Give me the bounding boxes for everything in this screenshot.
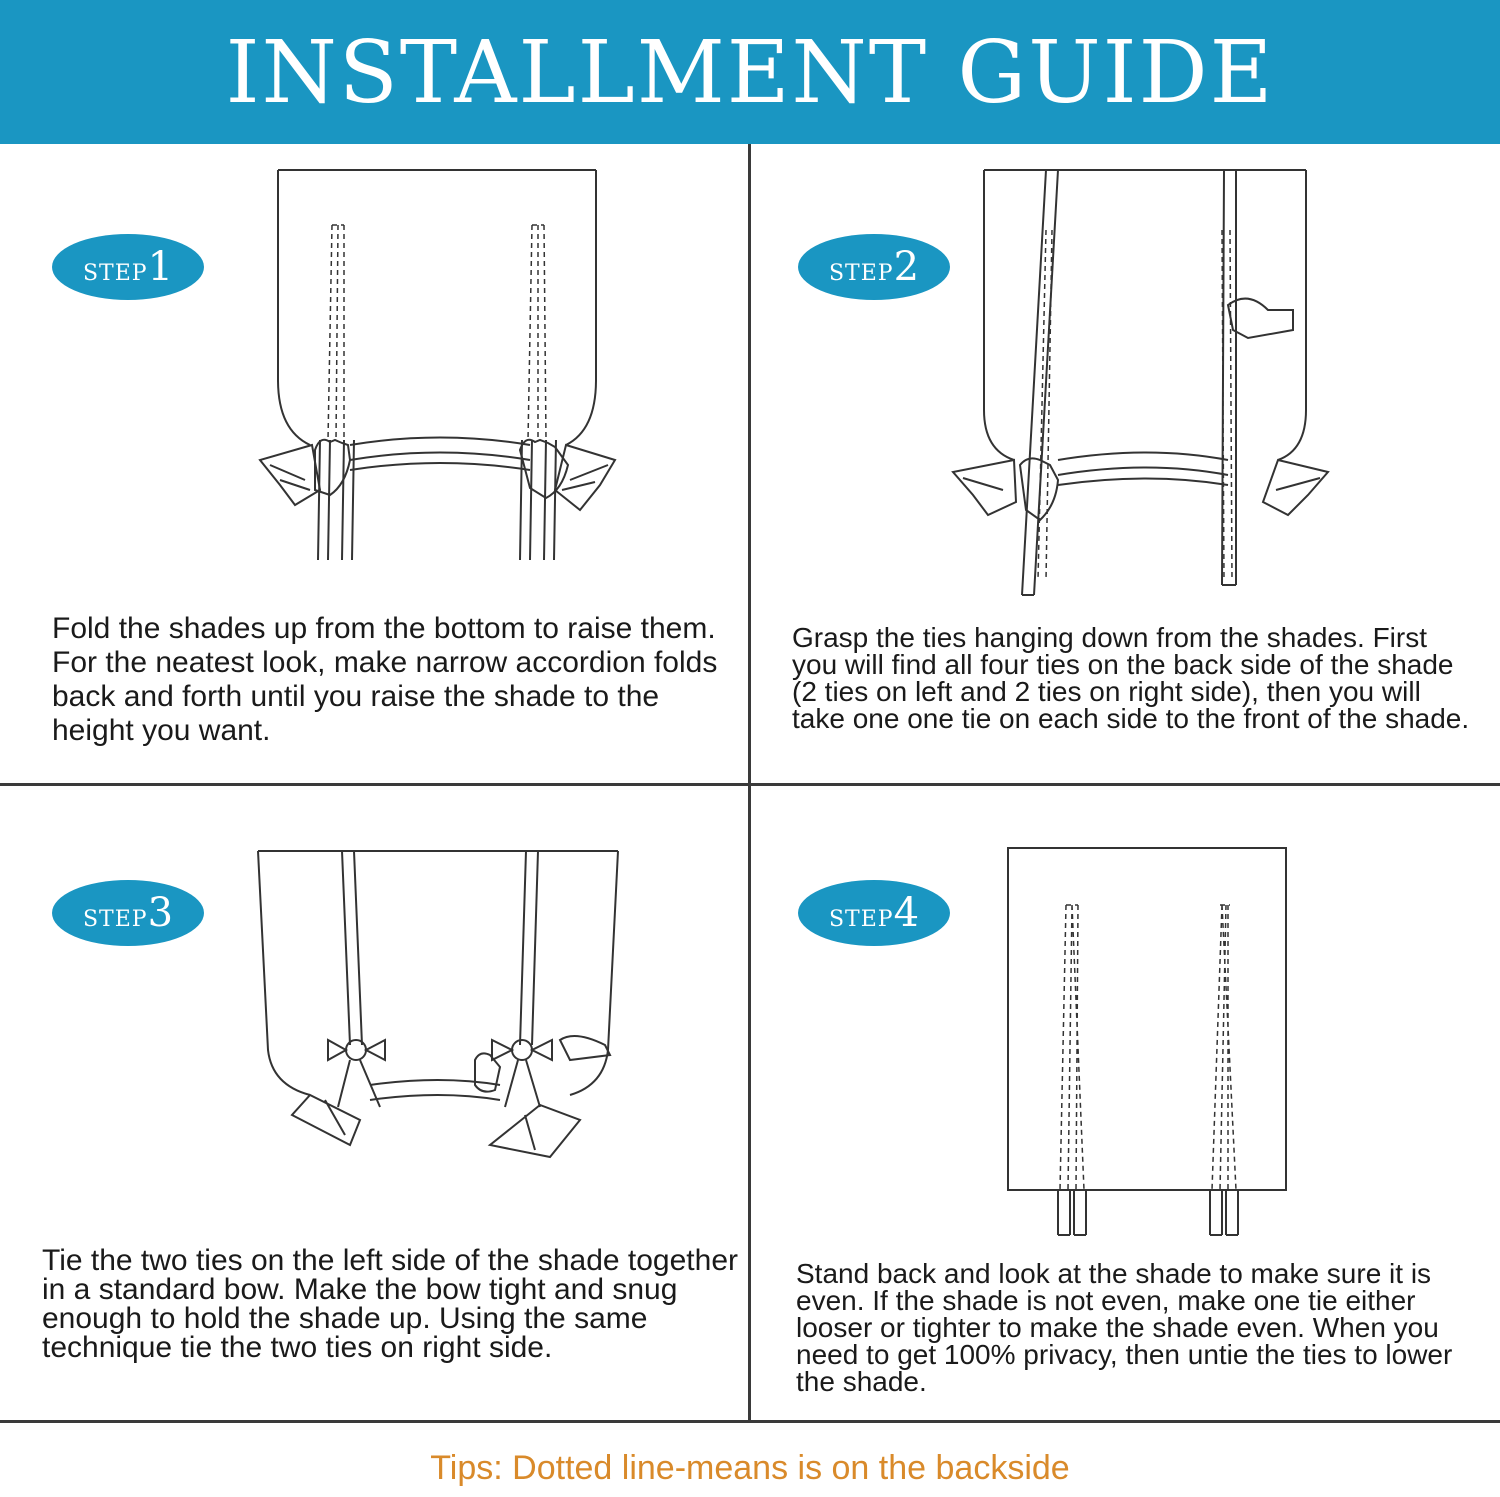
- step-2-badge: [798, 234, 950, 300]
- step-3-badge: [52, 880, 204, 946]
- step-2-word: STEP: [828, 261, 894, 286]
- step-3-illustration: [250, 845, 620, 1165]
- step-3-word: STEP: [82, 907, 148, 932]
- step-1-word: STEP: [82, 261, 148, 286]
- divider-horizontal-middle: [0, 783, 1500, 786]
- step-4-number: 4: [893, 890, 920, 936]
- page-title: INSTALLMENT GUIDE: [225, 23, 1275, 123]
- step-1-badge: [52, 234, 204, 300]
- tips-note: Tips: Dotted line-means is on the backside: [430, 1449, 1070, 1487]
- step-4-word: STEP: [828, 907, 894, 932]
- step-1-illustration: [250, 160, 630, 580]
- step-4-illustration: [1000, 845, 1300, 1240]
- divider-horizontal-bottom: [0, 1420, 1500, 1423]
- step-1-text: Fold the shades up from the bottom to raise them. For the neatest look, make narrow accordion folds back and forth until you raise the shade to the height you want.: [52, 612, 718, 747]
- step-2-number: 2: [893, 244, 920, 290]
- step-3-number: 3: [147, 890, 174, 936]
- step-2-illustration: [948, 160, 1338, 600]
- step-4-text: Stand back and look at the shade to make sure it is even. If the shade is not even, make one tie either looser or tighter to make the shade even. When you need to get 100% privacy, then untie the ties to lower the shade.: [796, 1258, 1453, 1397]
- header-banner: [0, 0, 1500, 144]
- step-4-badge: [798, 880, 950, 946]
- step-2-text: Grasp the ties hanging down from the shades. First you will find all four ties on the back side of the shade (2 ties on left and 2 ties on right side), then you will take one one tie on each side to the front of the shade.: [792, 622, 1470, 734]
- step-1-number: 1: [147, 244, 174, 290]
- step-3-text: Tie the two ties on the left side of the shade together in a standard bow. Make the bow tight and snug enough to hold the shade up. Using the same technique tie the two ties on right side.: [42, 1244, 738, 1364]
